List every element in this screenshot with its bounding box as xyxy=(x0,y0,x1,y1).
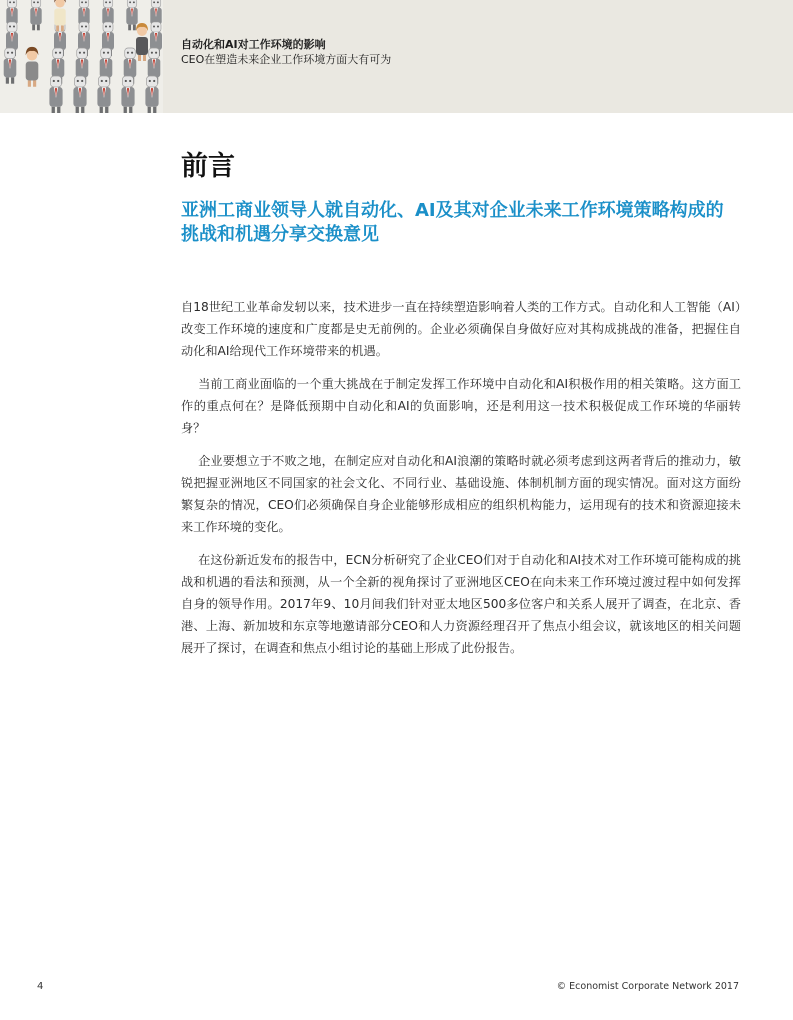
report-subtitle: CEO在塑造未来企业工作环境方面大有可为 xyxy=(181,53,392,66)
page-number: 4 xyxy=(37,981,44,992)
running-header xyxy=(181,37,391,67)
report-title: 自动化和AI对工作环境的影响 xyxy=(181,38,326,51)
robots-and-people-illustration xyxy=(0,0,163,113)
paragraph: 当前工商业面临的一个重大挑战在于制定发挥工作环境中自动化和AI积极作用的相关策略。这方面工作的重点何在？是降低预期中自动化和AI的负面影响，还是利用这一技术积极促成工作环境的华丽转身？ xyxy=(181,377,741,435)
paragraph: 企业要想立于不败之地，在制定应对自动化和AI浪潮的策略时就必须考虑到这两者背后的推动力，敏锐把握亚洲地区不同国家的社会文化、不同行业、基础设施、体制机制方面的现实情况。面对这方面纷繁复杂的情况，CEO们必须确保自身企业能够形成相应的组织机构能力，运用现有的技术和资源迎接未来工作环境的变化。 xyxy=(181,454,741,534)
paragraph: 自18世纪工业革命发轫以来，技术进步一直在持续塑造影响着人类的工作方式。自动化和人工智能（AI）改变工作环境的速度和广度都是史无前例的。企业必须确保自身做好应对其构成挑战的准备，把握住自动化和AI给现代工作环境带来的机遇。 xyxy=(181,300,741,358)
body-text xyxy=(181,296,741,670)
paragraph: 在这份新近发布的报告中，ECN分析研究了企业CEO们对于自动化和AI技术对工作环境可能构成的挑战和机遇的看法和预测，从一个全新的视角探讨了亚洲地区CEO在向未来工作环境过渡过程中如何发挥自身的领导作用。2017年9、10月间我们针对亚太地区500多位客户和关系人展开了调查，在北京、香港、上海、新加坡和东京等地邀请部分CEO和人力资源经理召开了焦点小组会议，就该地区的相关问题展开了探讨，在调查和焦点小组讨论的基础上形成了此份报告。 xyxy=(181,553,741,655)
copyright-notice: © Economist Corporate Network 2017 xyxy=(556,981,739,992)
section-subheading: 亚洲工商业领导人就自动化、AI及其对企业未来工作环境策略构成的挑战和机遇分享交换意见 xyxy=(181,200,724,245)
section-heading: 前言 xyxy=(181,151,235,182)
